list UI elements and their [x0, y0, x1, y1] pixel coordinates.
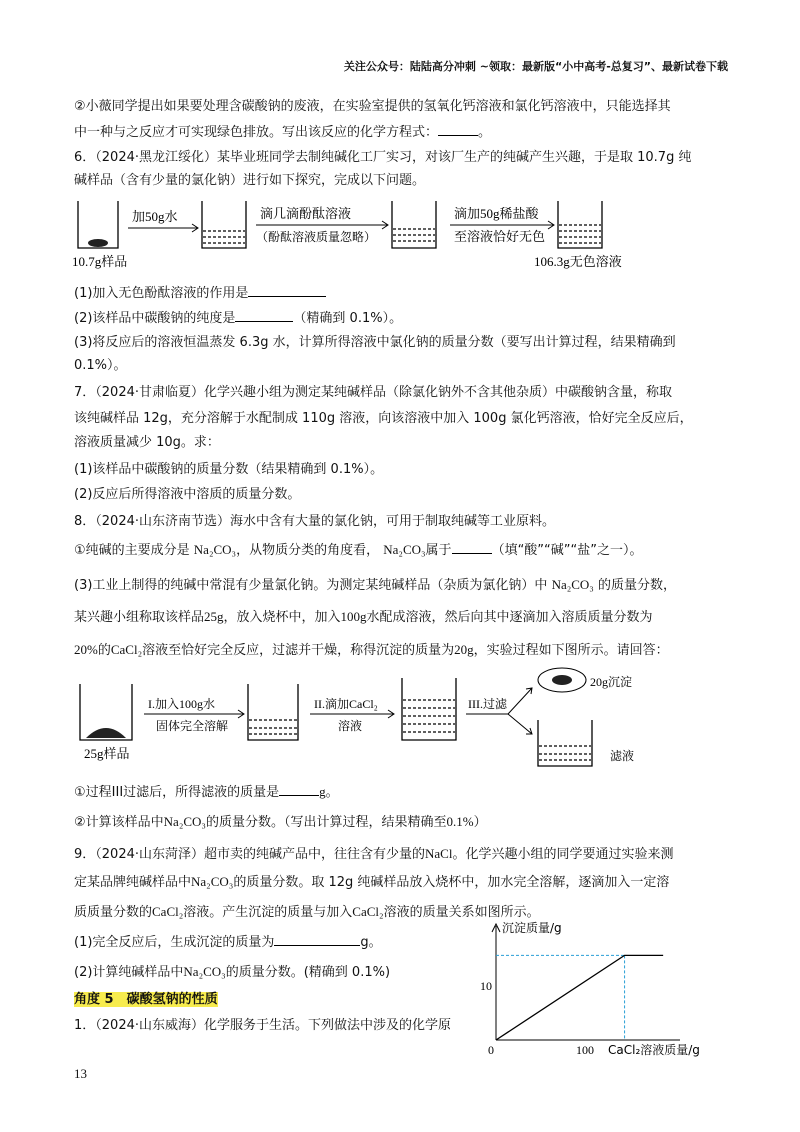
svg-text:25g样品: 25g样品	[84, 746, 130, 761]
svg-text:加50g水: 加50g水	[132, 209, 178, 224]
q6-part1: (1)加入无色酚酞溶液的作用是	[74, 283, 326, 304]
text-line: 定某品牌纯碱样品中Na₂CO₃的质量分数。取 12g 纯碱样品放入烧杯中，加水完全溶解，逐滴加入一定溶	[74, 874, 670, 890]
q9-part2: (2)计算纯碱样品中Na₂CO₃的质量分数。(精确到 0.1%)	[74, 964, 391, 980]
x-axis-label: CaCl₂溶液质量/g	[608, 1043, 700, 1057]
text-line: ②小薇同学提出如果要处理含碳酸钠的废液，在实验室提供的氢氧化钙溶液和氯化钙溶液中，只能选择其	[74, 99, 671, 114]
svg-text:10.7g样品: 10.7g样品	[72, 254, 128, 269]
origin-label: 0	[488, 1043, 494, 1057]
q7-part1: (1)该样品中碳酸钠的质量分数（结果精确到 0.1%）。	[74, 462, 384, 477]
experiment-diagram-2	[70, 662, 720, 774]
section-heading: 角度 5 碳酸氢钠的性质	[74, 992, 218, 1007]
question-8: 8．（2024·山东济南节选）海水中含有大量的氯化钠，可用于制取纯碱等工业原料。	[74, 514, 555, 529]
precipitate-chart	[480, 918, 720, 1058]
svg-text:III.过滤: III.过滤	[468, 697, 507, 711]
svg-text:至溶液恰好无色: 至溶液恰好无色	[454, 229, 546, 244]
y-axis-label: 沉淀质量/g	[502, 921, 562, 935]
question-9: 9．（2024·山东菏泽）超市卖的纯碱产品中，往往含有少量的NaCl。化学兴趣小组的同学要通过实验来测	[74, 846, 674, 862]
solid-sample	[86, 728, 126, 738]
svg-text:20g沉淀: 20g沉淀	[590, 675, 633, 689]
q8-process1: ①过程III过滤后，所得滤液的质量是 g。	[74, 784, 339, 800]
svg-text:106.3g无色溶液: 106.3g无色溶液	[534, 254, 622, 269]
q8-process2: ②计算该样品中Na₂CO₃的质量分数。（写出计算过程，结果精确至0.1%）	[74, 814, 487, 830]
x-tick-label: 100	[576, 1043, 594, 1057]
svg-text:滴几滴酚酞溶液: 滴几滴酚酞溶液	[260, 206, 352, 221]
svg-text:固体完全溶解: 固体完全溶解	[156, 719, 229, 733]
svg-text:溶液: 溶液	[338, 719, 363, 733]
q7-part2: (2)反应后所得溶液中溶质的质量分数。	[74, 487, 301, 502]
text-line: 该纯碱样品 12g，充分溶解于水配制成 110g 溶液，向该溶液中加入 100g 氯化钙溶液，恰好完全反应后，	[74, 411, 693, 426]
svg-text:I.加入100g水: I.加入100g水	[148, 697, 215, 711]
q6-part3: (3)将反应后的溶液恒温蒸发 6.3g 水，计算所得溶液中氯化钠的质量分数（要写出计算过程，结果精确到	[74, 335, 676, 350]
experiment-diagram-1	[70, 193, 650, 273]
page-header: 关注公众号：陆陆高分冲刺 ~领取：最新版“小中高考-总复习”、最新试卷下载	[343, 60, 728, 73]
question-6: 6．（2024·黑龙江绥化）某毕业班同学去制纯碱化工厂实习，对该厂生产的纯碱产生兴趣，于是取 10.7g 纯	[74, 150, 692, 165]
svg-text:II.滴加CaCl₂: II.滴加CaCl₂	[314, 697, 378, 711]
text-line: 中一种与之反应才可实现绿色排放。写出该反应的化学方程式： 。	[74, 122, 491, 143]
y-tick-label: 10	[480, 979, 492, 993]
question-1: 1．（2024·山东威海）化学服务于生活。下列做法中涉及的化学原	[74, 1018, 451, 1033]
text-line: 溶液质量减少 10g。求：	[74, 435, 220, 450]
q9-part1: (1)完全反应后，生成沉淀的质量为 g。	[74, 932, 382, 953]
question-7: 7．（2024·甘肃临夏）化学兴趣小组为测定某纯碱样品（除氯化钠外不含其他杂质）中碳酸钠含量，称取	[74, 385, 672, 400]
series-line	[496, 955, 663, 1040]
q8-part3: (3)工业上制得的纯碱中常混有少量氯化钠。为测定某纯碱样品（杂质为氯化钠）中 Na₂CO₃ 的质量分数，	[74, 577, 677, 593]
svg-text:（酚酞溶液质量忽略）: （酚酞溶液质量忽略）	[256, 230, 377, 244]
text-line: 0.1%）。	[74, 358, 127, 373]
svg-text:滤液: 滤液	[610, 749, 635, 763]
text-line: 质质量分数的CaCl₂溶液。产生沉淀的质量与加入CaCl₂溶液的质量关系如图所示。	[74, 904, 540, 920]
text-line: 碱样品（含有少量的氯化钠）进行如下探究，完成以下问题。	[74, 173, 426, 188]
solid-sample	[88, 239, 108, 247]
text-line: 某兴趣小组称取该样品25g，放入烧杯中，加入100g水配成溶液，然后向其中逐滴加入溶质质量分数为	[74, 609, 653, 625]
page-number: 13	[74, 1066, 87, 1081]
q8-part1: ①纯碱的主要成分是 Na₂CO₃，从物质分类的角度看， Na₂CO₃属于 （填“酸”“碱”“盐”之一）。	[74, 542, 643, 558]
precipitate	[552, 675, 572, 685]
svg-text:滴加50g稀盐酸: 滴加50g稀盐酸	[454, 206, 539, 221]
text-line: 20%的CaCl₂溶液至恰好完全反应，过滤并干燥，称得沉淀的质量为20g，实验过程如下图所示。请回答：	[74, 642, 669, 658]
q6-part2: (2)该样品中碳酸钠的纯度是 （精确到 0.1%）。	[74, 308, 402, 329]
